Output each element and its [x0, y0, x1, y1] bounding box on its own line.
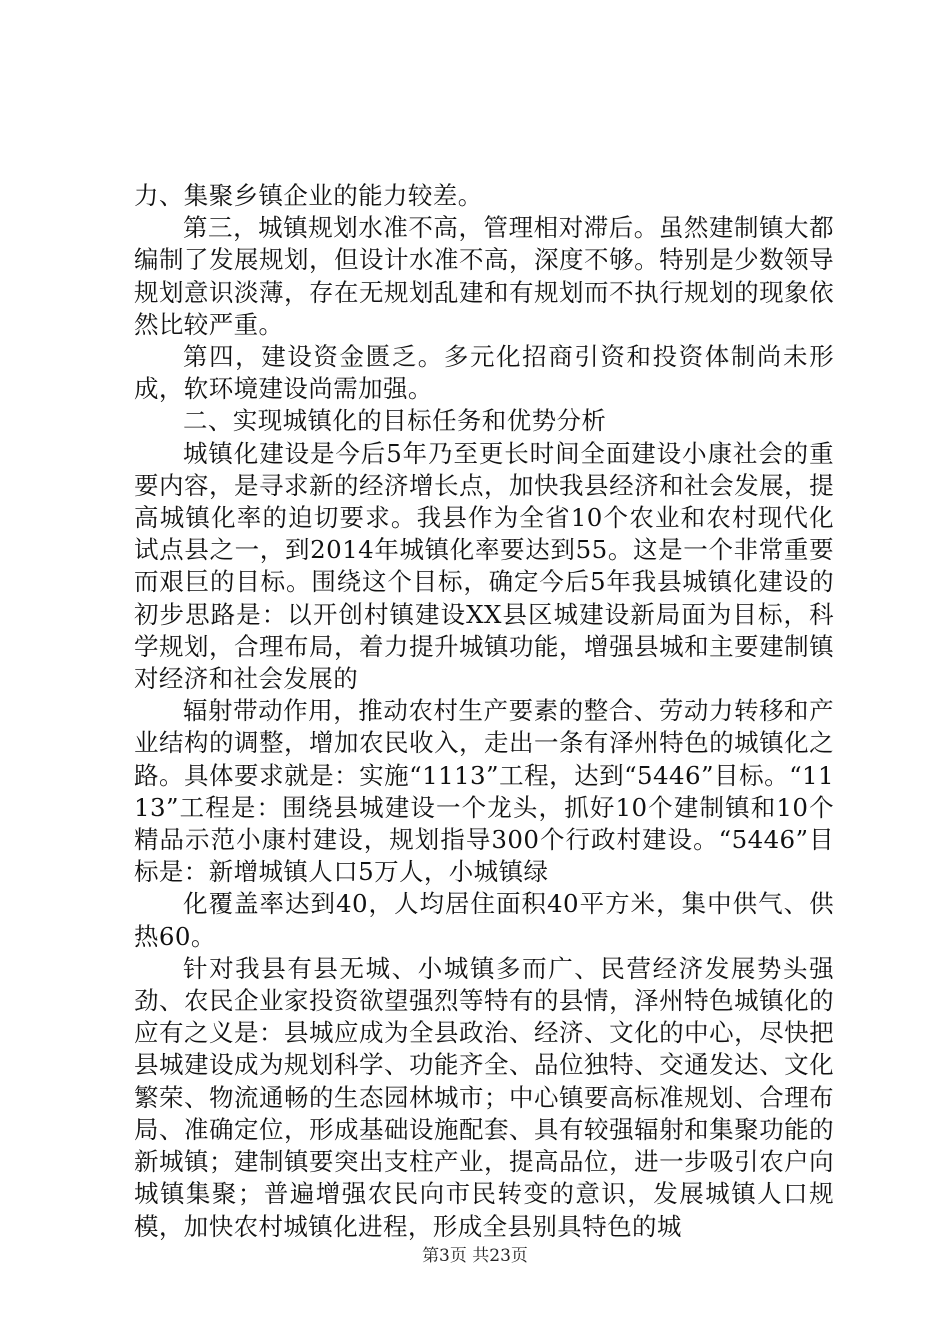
paragraph-county-features: 针对我县有县无城、小城镇多而广、民营经济发展势头强劲、农民企业家投资欲望强烈等特有的县情，泽州特色城镇化的应有之义是：县城应成为全县政治、经济、文化的中心，尽快把县城建设成为规划科学、功能齐全、品位独特、交通发达、文化繁荣、物流通畅的生态园林城市；中心镇要高标准规划、合理布局、准确定位，形成基础设施配套、具有较强辐射和集聚功能的新城镇；建制镇要突出支柱产业，提高品位，进一步吸引农户向城镇集聚；普遍增强农民向市民转变的意识，发展城镇人口规模，加快农村城镇化进程，形成全县别具特色的城 — [134, 953, 834, 1241]
section-heading: 二、实现城镇化的目标任务和优势分析 — [183, 406, 607, 436]
page-footer: 第3页 共23页 — [422, 1246, 528, 1266]
paragraph-third-point: 第三，城镇规划水准不高，管理相对滞后。虽然建制镇大都编制了发展规划，但设计水准不高，深度不够。特别是少数领导规划意识淡薄，存在无规划乱建和有规划而不执行规划的现象依然比较严重。 — [134, 213, 834, 339]
paragraph-green-coverage: 化覆盖率达到40，人均居住面积40平方米，集中供气、供热60。 — [134, 889, 834, 951]
paragraph-fourth-point: 第四，建设资金匮乏。多元化招商引资和投资体制尚未形成，软环境建设尚需加强。 — [134, 342, 834, 404]
paragraph-continuation: 力、集聚乡镇企业的能力较差。 — [134, 181, 483, 210]
document-body — [134, 180, 834, 1243]
paragraph-radiation-effect: 辐射带动作用，推动农村生产要素的整合、劳动力转移和产业结构的调整，增加农民收入，走出一条有泽州特色的城镇化之路。具体要求就是：实施“1113”工程，达到“5446”目标。“1113”工程是：围绕县城建设一个龙头，抓好10个建制镇和10个精品示范小康村建设，规划指导300个行政村建设。“5446”目标是：新增城镇人口5万人，小城镇绿 — [134, 696, 834, 887]
paragraph-urbanization-goal: 城镇化建设是今后5年乃至更长时间全面建设小康社会的重要内容，是寻求新的经济增长点，加快我县经济和社会发展，提高城镇化率的迫切要求。我县作为全省10个农业和农村现代化试点县之一，到2014年城镇化率要达到55。这是一个非常重要而艰巨的目标。围绕这个目标，确定今后5年我县城镇化建设的初步思路是：以开创村镇建设XX县区城建设新局面为目标，科学规划，合理布局，着力提升城镇功能，增强县城和主要建制镇对经济和社会发展的 — [134, 438, 834, 694]
